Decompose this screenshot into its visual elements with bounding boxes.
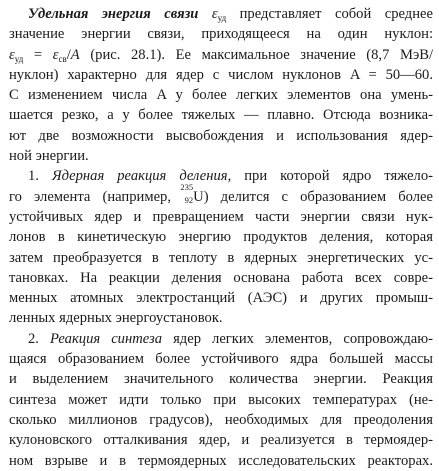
text-line: нуклон) характерно для ядер с числом нуклонов A = 50—60. — [9, 66, 433, 83]
text-fragment: , при которой ядро тяжело- — [227, 168, 433, 185]
symbol-subscript: уд — [14, 53, 24, 64]
text-line — [9, 329, 433, 349]
text-line: и выделением значительного количества энергии. Реакция — [9, 371, 433, 388]
text-line: лонов в кинетическую энергию продуктов деления, которая — [9, 229, 433, 246]
term-fission: Ядерная реакция деления — [51, 168, 228, 185]
text-line — [9, 4, 433, 24]
text-line: шается резко, а у более тяжелых — плавно. Отсюда возника- — [9, 107, 433, 124]
text-line: затем преобразуется в теплоту в ядерных энергетических ус- — [9, 249, 433, 266]
text-line: ной энергии. — [9, 148, 89, 165]
formula-equals: = — [23, 46, 53, 63]
text-line: ют две возможности высвобождения и использования ядер- — [9, 127, 433, 144]
text-line: ленных ядерных энергоустановок. — [9, 310, 223, 327]
text-line: тановках. На реакции деления основана работа всех совре- — [9, 269, 433, 286]
element-symbol: U — [193, 188, 204, 205]
text-fragment: (рис. 28.1). Ее максимальное значение (8,7 МэВ/ — [79, 46, 434, 63]
nuclide-notation — [180, 181, 194, 205]
symbol-epsilon: ε — [211, 6, 218, 22]
text-line: С изменением числа A у более легких элементов она умень- — [9, 87, 433, 104]
list-number: 2. — [28, 330, 39, 347]
term-specific-binding-energy: Удельная энергия связи — [28, 6, 199, 22]
list-number: 1. — [28, 168, 39, 185]
symbol-subscript: св — [58, 53, 67, 64]
text-line: кулоновского отталкивания ядер, и реализуется в термоядер- — [9, 432, 433, 449]
term-fusion: Реакция синтеза — [50, 330, 163, 347]
text-line: щаяся образованием более устойчивого ядра большей массы — [9, 351, 433, 368]
symbol-subscript: уд — [217, 13, 227, 23]
paragraph-fusion — [9, 329, 433, 471]
text-fragment: го элемента (например, — [9, 188, 184, 205]
symbol-epsilon: ε — [9, 46, 15, 63]
text-line — [9, 181, 433, 207]
mass-number: 235 — [180, 181, 194, 192]
paragraph-fission — [9, 166, 433, 328]
text-line — [9, 166, 433, 186]
charge-number: 92 — [184, 194, 194, 205]
formula-line — [9, 45, 433, 65]
symbol-a: A — [70, 46, 80, 63]
text-fragment: ) делится с образованием более — [203, 188, 433, 205]
text-line: менных атомных электростанций (АЭС) и других промыш- — [9, 290, 433, 307]
paragraph-specific-binding-energy — [9, 4, 433, 166]
text-line: значение энергии связи, приходящееся на один нуклон: — [9, 26, 433, 43]
formula-slash: / — [66, 46, 71, 63]
text-line: синтеза может идти только при высоких температурах (не- — [9, 391, 433, 408]
text-line: устойчивых ядер и превращением части энергии связи нук- — [9, 208, 433, 225]
text-fragment: ядер легких элементов, сопровождаю- — [162, 330, 434, 347]
text-line: сколько миллионов градусов), необходимых для преодоления — [9, 411, 433, 428]
text-line: ном взрыве и в термоядерных исследовательских реакторах. — [9, 452, 433, 469]
symbol-epsilon: ε — [52, 46, 59, 63]
text-fragment: представляет собой среднее — [239, 6, 433, 22]
